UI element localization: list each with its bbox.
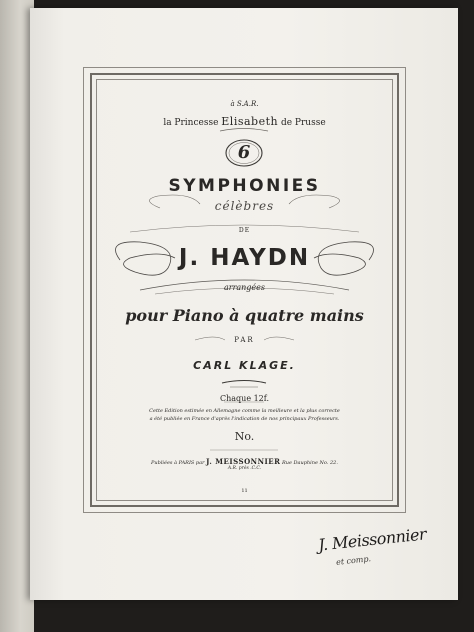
arranger-name: CARL KLAGE.: [193, 359, 296, 372]
par-label: PAR: [234, 336, 255, 344]
number-label: No.: [234, 430, 255, 443]
de-label: DE: [238, 227, 251, 234]
edition-note-line-2: a été publiée en France d'après l'indication de nos principaux Professeurs.: [149, 416, 340, 422]
arranged-label: arrangées: [223, 283, 266, 292]
dedication-prefix: la Princesse: [163, 118, 219, 128]
title-block: [100, 100, 389, 495]
publisher-signature: J. Meissonnier: [317, 524, 427, 555]
dedication-name: Elisabeth: [221, 115, 279, 128]
instrumentation: pour Piano à quatre mains: [125, 306, 364, 325]
address-line: A.R. près .C.C.: [227, 466, 262, 471]
facing-page-edge: [0, 0, 34, 632]
edition-note-line-1: Cette Edition estimée en Allemagne comme la meilleure et la plus correcte: [149, 408, 340, 414]
subtitle: célèbres: [214, 199, 275, 213]
publisher-line: [100, 457, 389, 466]
composer-name: J. HAYDN: [178, 245, 311, 271]
number-oval: [227, 140, 261, 166]
publisher-address: Rue Dauphine No. 22.: [281, 460, 338, 466]
main-title: SYMPHONIES: [168, 176, 321, 196]
publisher-prefix: Publiées à PARIS par: [151, 460, 205, 466]
price: Chaque 12f.: [220, 394, 269, 403]
publisher-name: J. MEISSONNIER: [206, 457, 281, 466]
dedication-suffix: de Prusse: [280, 118, 326, 128]
dedication-line-2: [100, 115, 389, 128]
symphony-count: 6: [237, 142, 251, 163]
dedication-line-1: à S.A.R.: [230, 100, 259, 108]
plate-number: 11: [241, 488, 248, 494]
signature-subtext: et comp.: [335, 554, 372, 567]
